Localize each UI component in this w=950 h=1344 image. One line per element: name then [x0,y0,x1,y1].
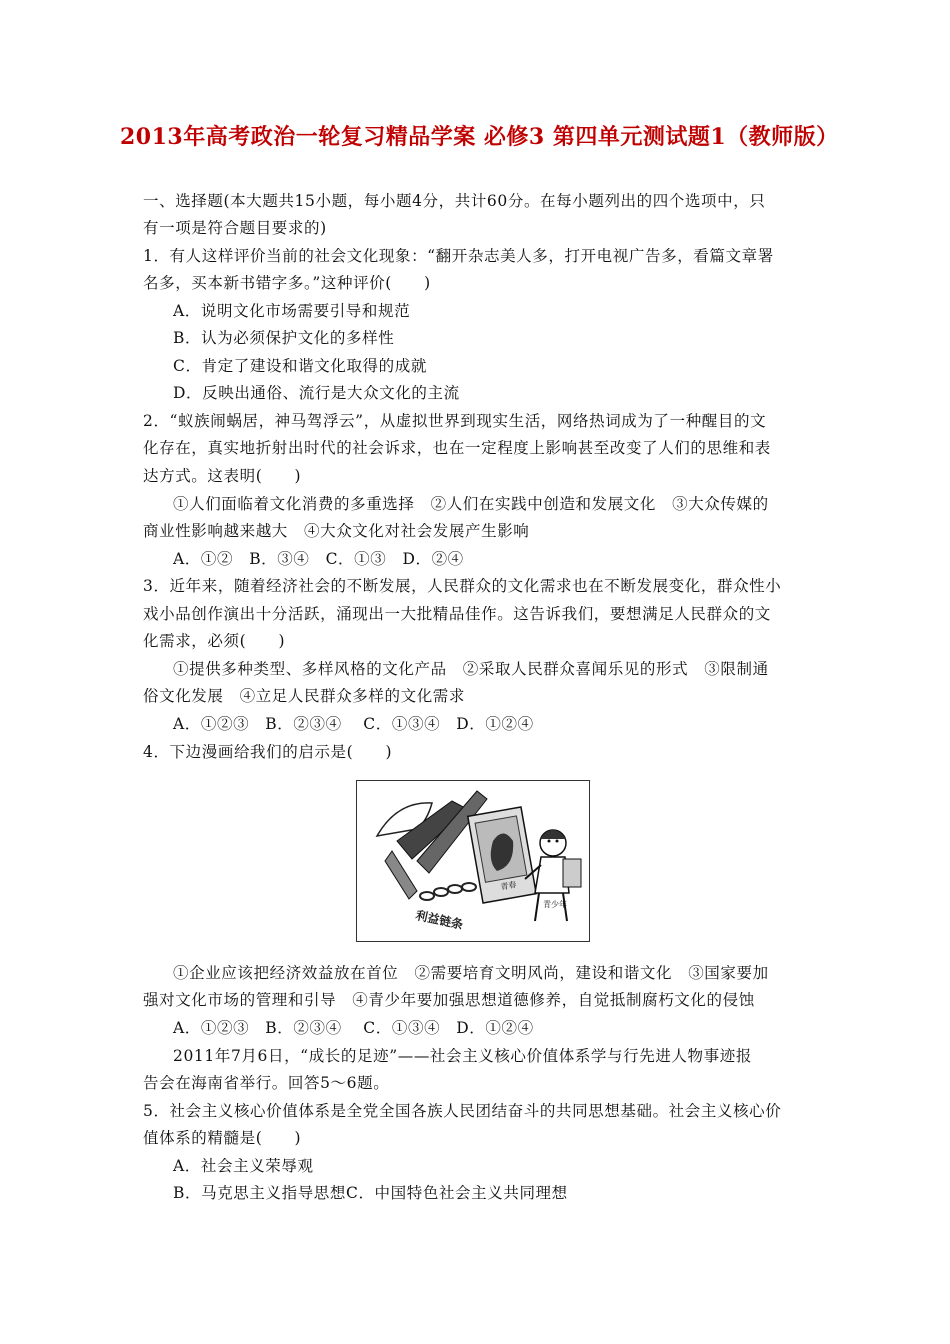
q3-choices: A．①②③ B．②③④ C．①③④ D．①②④ [173,715,534,733]
q1-option-d: D．反映出通俗、流行是大众文化的主流 [173,384,460,402]
q5-option-a: A．社会主义荣辱观 [173,1157,314,1175]
cartoon-chain-label: 利益链条 [414,908,465,932]
intro-line-2: 告会在海南省举行。回答5～6题。 [143,1074,390,1092]
q3-statements-line-1: ①提供多种类型、多样风格的文化产品 ②采取人民群众喜闻乐见的形式 ③限制通 [173,660,769,678]
q1-stem-line-1: 1．有人这样评价当前的社会文化现象：“翻开杂志美人多，打开电视广告多，看篇文章署 [143,247,774,265]
q3-stem-line-1: 3．近年来，随着经济社会的不断发展，人民群众的文化需求也在不断发展变化，群众性小 [143,577,782,595]
q2-stem-line-1: 2．“蚁族闹蜗居，神马驾浮云”，从虚拟世界到现实生活，网络热词成为了一种醒目的文 [143,412,767,430]
q5-option-b-c: B．马克思主义指导思想C．中国特色社会主义共同理想 [173,1184,568,1202]
cartoon-image [356,780,590,942]
q3-stem-line-2: 戏小品创作演出十分活跃，涌现出一大批精品佳作。这告诉我们，要想满足人民群众的文 [143,605,771,623]
intro-line-1: 2011年7月6日，“成长的足迹”——社会主义核心价值体系学与行先进人物事迹报 [173,1047,752,1065]
q4-stem: 4．下边漫画给我们的启示是( ) [143,743,393,761]
q5-stem-line-2: 值体系的精髓是( ) [143,1129,302,1147]
cartoon-book-label: 青春 [499,880,518,892]
q3-statements-line-2: 俗文化发展 ④立足人民群众多样的文化需求 [143,687,466,705]
q1-option-b: B．认为必须保护文化的多样性 [173,329,395,347]
q2-stem-line-3: 达方式。这表明( ) [143,467,302,485]
q1-option-c: C．肯定了建设和谐文化取得的成就 [173,357,427,375]
section-heading-line-1: 一、选择题(本大题共15小题，每小题4分，共计60分。在每小题列出的四个选项中，只 [143,192,766,210]
cartoon-kid-label: 青少年 [543,900,567,909]
q5-stem-line-1: 5．社会主义核心价值体系是全党全国各族人民团结奋斗的共同思想基础。社会主义核心价 [143,1102,782,1120]
q3-stem-line-3: 化需求，必须( ) [143,632,286,650]
q4-choices: A．①②③ B．②③④ C．①③④ D．①②④ [173,1019,534,1037]
q2-statements-line-1: ①人们面临着文化消费的多重选择 ②人们在实践中创造和发展文化 ③大众传媒的 [173,495,769,513]
section-heading-line-2: 有一项是符合题目要求的) [143,219,327,237]
q4-statements-line-2: 强对文化市场的管理和引导 ④青少年要加强思想道德修养，自觉抵制腐朽文化的侵蚀 [143,991,755,1009]
q2-choices: A．①② B．③④ C．①③ D．②④ [173,550,464,568]
q2-statements-line-2: 商业性影响越来越大 ④大众文化对社会发展产生影响 [143,522,530,540]
q4-statements-line-1: ①企业应该把经济效益放在首位 ②需要培育文明风尚，建设和谐文化 ③国家要加 [173,964,769,982]
q2-stem-line-2: 化存在，真实地折射出时代的社会诉求，也在一定程度上影响甚至改变了人们的思维和表 [143,439,771,457]
document-title: 2013年高考政治一轮复习精品学案 必修3 第四单元测试题1（教师版） [120,124,839,150]
q1-stem-line-2: 名多，买本新书错字多。”这种评价( ) [143,274,431,292]
q1-option-a: A．说明文化市场需要引导和规范 [173,302,411,320]
cartoon-drawing [357,781,590,942]
